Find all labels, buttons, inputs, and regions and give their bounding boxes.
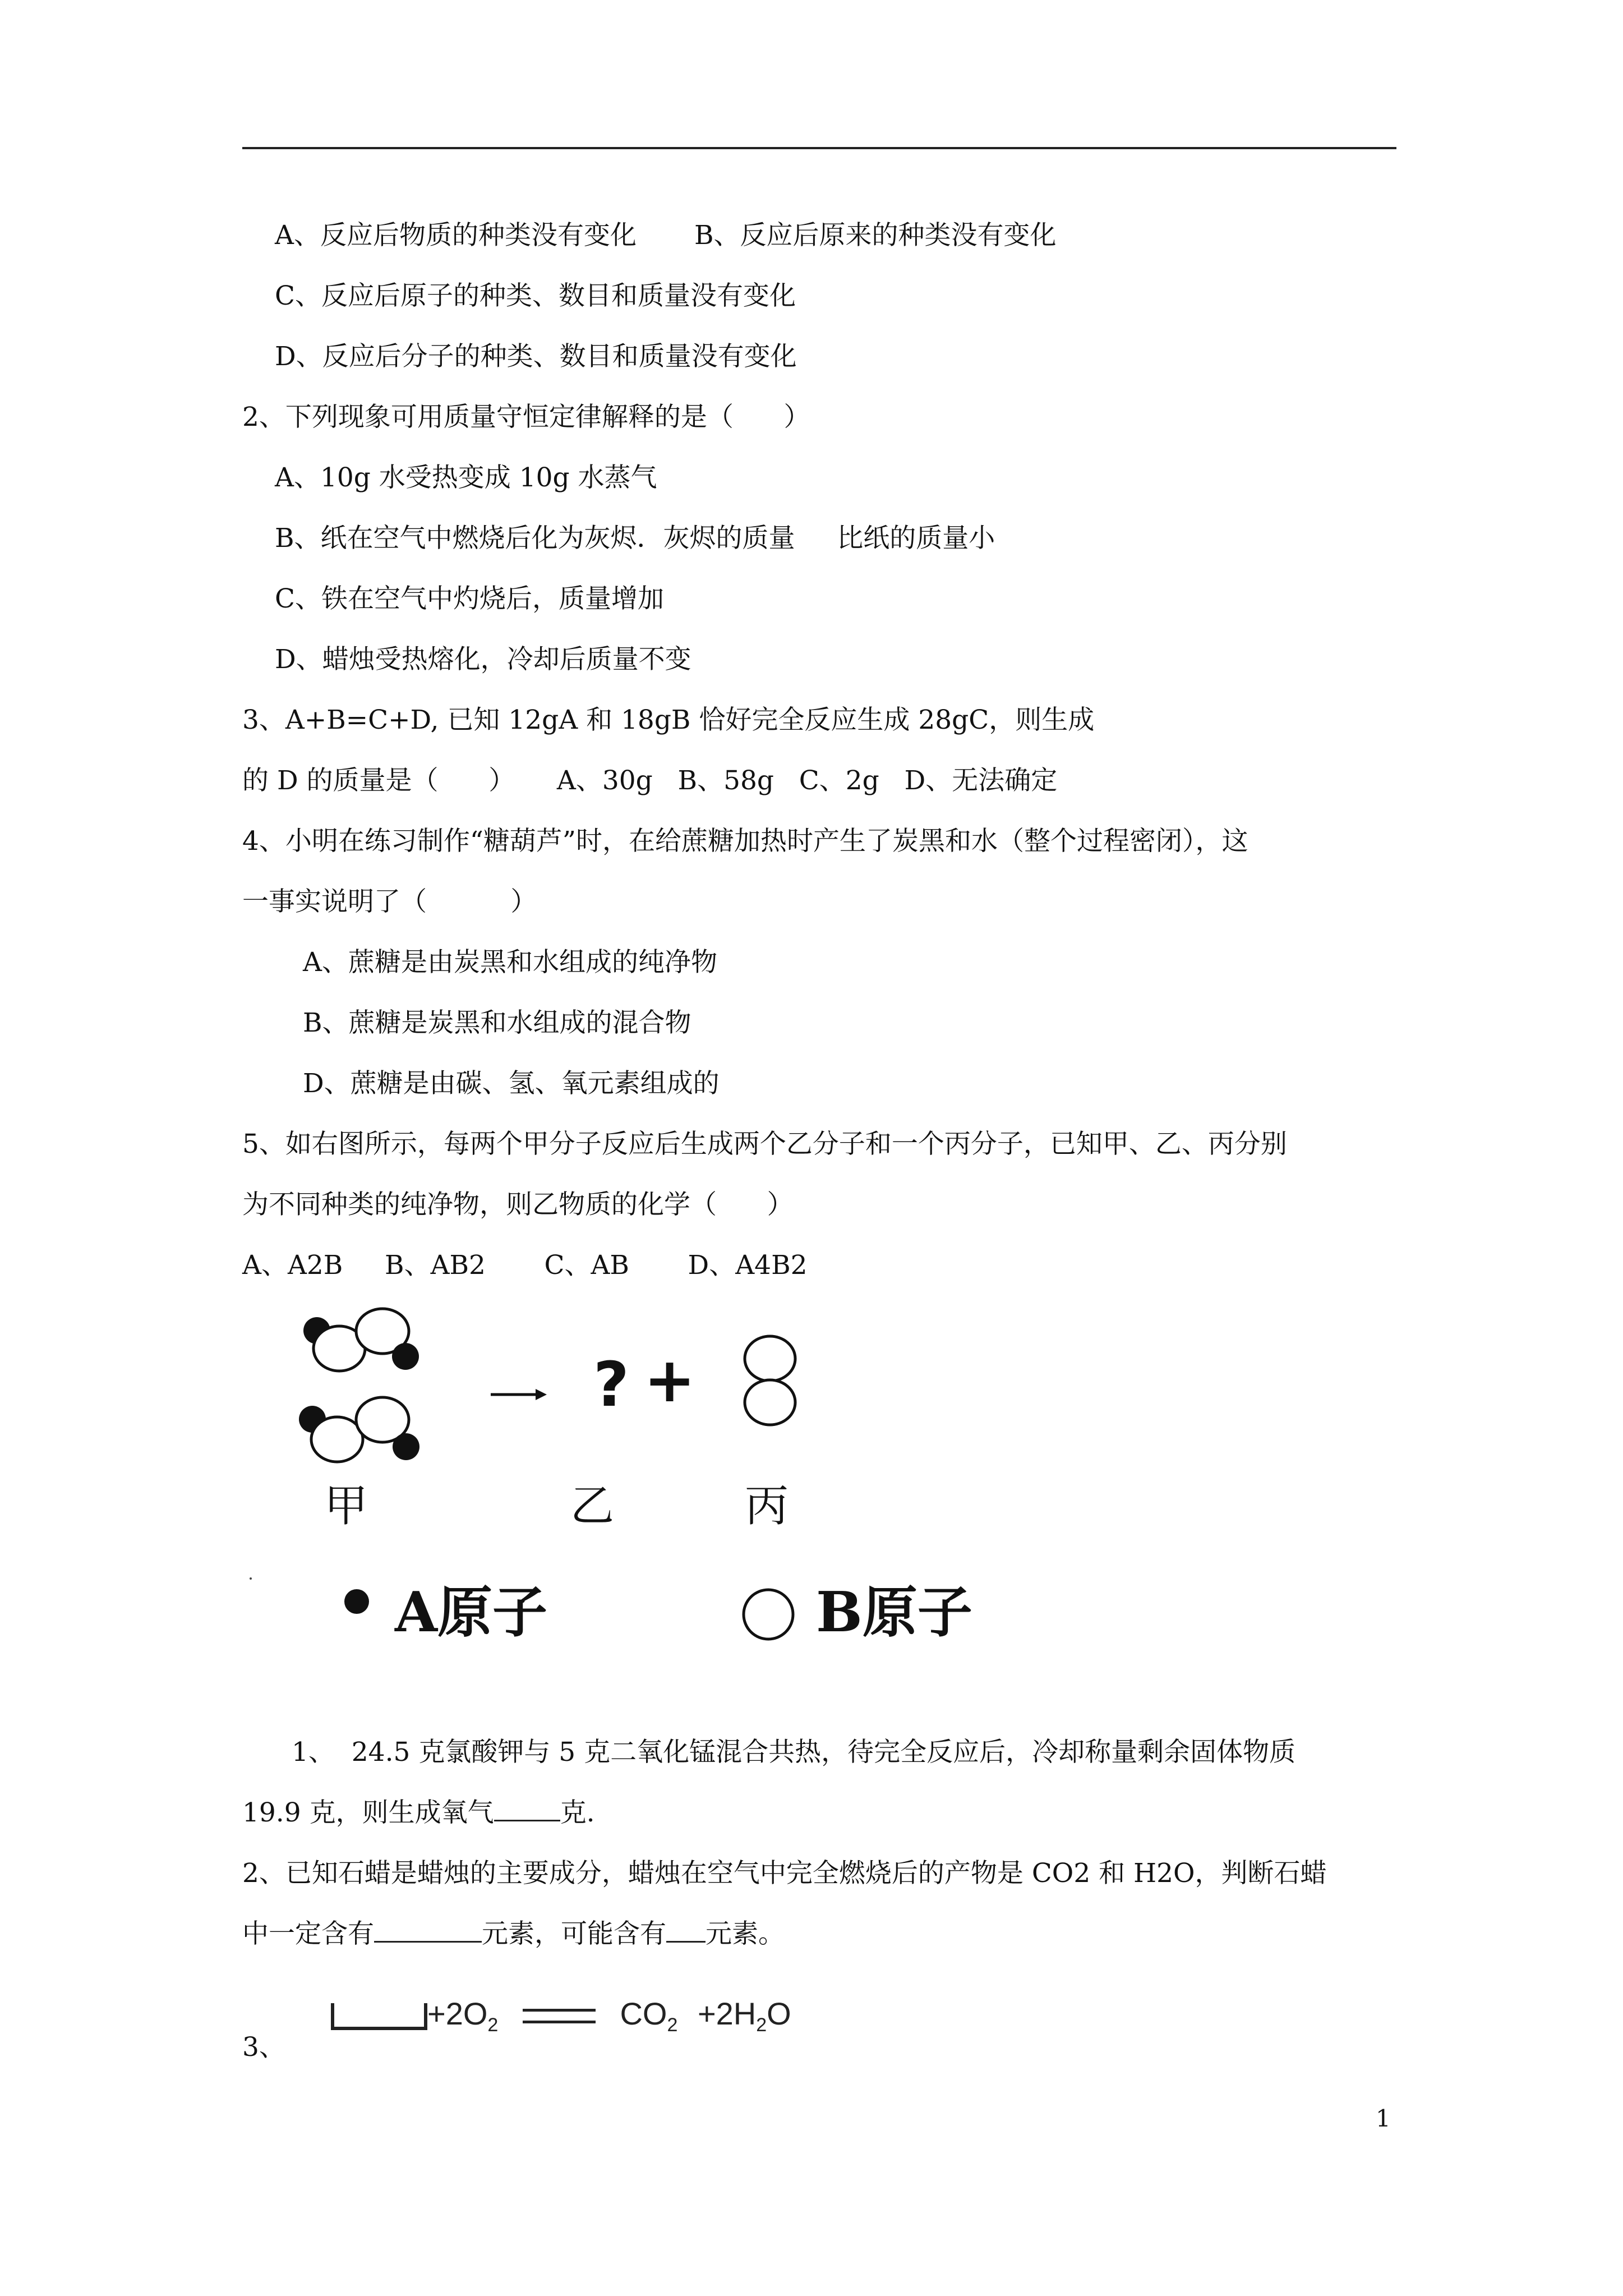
- fill-3-number: 3、: [242, 2032, 285, 2063]
- q1-option-a: A、反应后物质的种类没有变化: [275, 220, 637, 251]
- legend-a-atom-label: A原子: [395, 1580, 548, 1645]
- q3-stem-line2: 的 D 的质量是（ ） A、30g B、58g C、2g D、无法确定: [242, 765, 1058, 796]
- unknown-product-mark: ?: [593, 1349, 629, 1420]
- b-atom: [745, 1336, 795, 1381]
- q5-options: A、A2B B、AB2 C、AB D、A4B2: [242, 1250, 808, 1281]
- q2-stem: 2、下列现象可用质量守恒定律解释的是（ ）: [242, 402, 810, 432]
- q1-option-b: B、反应后原来的种类没有变化: [694, 220, 1057, 251]
- q2-option-d: D、蜡烛受热熔化，冷却后质量不变: [275, 644, 691, 675]
- jia-molecule-1: [303, 1309, 419, 1371]
- equation-co2: CO: [620, 1996, 667, 2031]
- legend-b-atom-label: B原子: [816, 1580, 972, 1645]
- fill-2-line2: 中一定含有 元素，可能含有 元素。: [242, 1918, 785, 1949]
- fill-2-line1: 2、已知石蜡是蜡烛的主要成分，蜡烛在空气中完全燃烧后的产物是 CO2 和 H2O，判断石蜡: [242, 1858, 1327, 1889]
- equation-blank-box[interactable]: [331, 2003, 427, 2030]
- label-bing: 丙: [745, 1481, 789, 1531]
- fill-2-blank-possible[interactable]: [666, 1918, 706, 1943]
- label-yi: 乙: [570, 1481, 615, 1531]
- b-atom: [745, 1380, 795, 1425]
- legend-a-atom-symbol: [344, 1589, 369, 1614]
- a-atom: [393, 1433, 419, 1460]
- reaction-arrow: [491, 1389, 547, 1400]
- q4-option-d: D、蔗糖是由碳、氢、氧元素组成的: [303, 1068, 720, 1099]
- page-number: 1: [1376, 2105, 1391, 2132]
- q1-option-d: D、反应后分子的种类、数目和质量没有变化: [275, 341, 797, 372]
- plus-sign: +: [644, 1344, 696, 1416]
- q5-stem-line1: 5、如右图所示，每两个甲分子反应后生成两个乙分子和一个丙分子，已知甲、乙、丙分别: [242, 1129, 1287, 1159]
- q2-option-b: B、纸在空气中燃烧后化为灰烬．灰烬的质量 比纸的质量小: [275, 523, 995, 554]
- q1-option-c: C、反应后原子的种类、数目和质量没有变化: [275, 280, 796, 311]
- q3-stem-line1: 3、A+B=C+D, 已知 12gA 和 18gB 恰好完全反应生成 28gC，则生成: [242, 705, 1095, 735]
- q5-stem-line2: 为不同种类的纯净物，则乙物质的化学（ ）: [242, 1189, 794, 1220]
- equation-h2o: +2H: [697, 1996, 757, 2031]
- equation-co2-subscript: 2: [667, 2014, 678, 2036]
- fill-1-blank[interactable]: [494, 1797, 560, 1821]
- equation-h2o-subscript: 2: [756, 2014, 767, 2036]
- fill-1-line1: 1、 24.5 克氯酸钾与 5 克二氧化锰混合共热，待完全反应后，冷却称量剩余固体物质: [292, 1737, 1296, 1768]
- q4-stem-line2: 一事实说明了（ ）: [242, 886, 537, 917]
- fill-3-equation: [331, 1994, 791, 2036]
- q4-option-b: B、蔗糖是炭黑和水组成的混合物: [303, 1007, 691, 1038]
- equation-h2o-oxygen: O: [767, 1996, 791, 2031]
- q4-option-a: A、蔗糖是由炭黑和水组成的纯净物: [303, 947, 717, 978]
- speck: [250, 1577, 252, 1580]
- equation-o2-subscript: 2: [487, 2014, 499, 2036]
- q4-stem-line1: 4、小明在练习制作“糖葫芦”时，在给蔗糖加热时产生了炭黑和水（整个过程密闭），这: [242, 826, 1248, 857]
- label-jia: 甲: [324, 1481, 368, 1531]
- q2-option-c: C、铁在空气中灼烧后，质量增加: [275, 583, 664, 614]
- a-atom: [392, 1343, 419, 1370]
- q2-option-a: A、10g 水受热变成 10g 水蒸气: [275, 462, 657, 493]
- fill-1-line2: 19.9 克，则生成氧气 克.: [242, 1797, 595, 1828]
- jia-molecule-2: [299, 1397, 419, 1462]
- equation-o2: +2O: [427, 1996, 488, 2031]
- equation-equals-sign: [523, 2009, 596, 2023]
- bing-molecule: [745, 1336, 795, 1425]
- legend-b-atom-symbol: [744, 1590, 793, 1639]
- fill-2-blank-certain[interactable]: [374, 1918, 482, 1943]
